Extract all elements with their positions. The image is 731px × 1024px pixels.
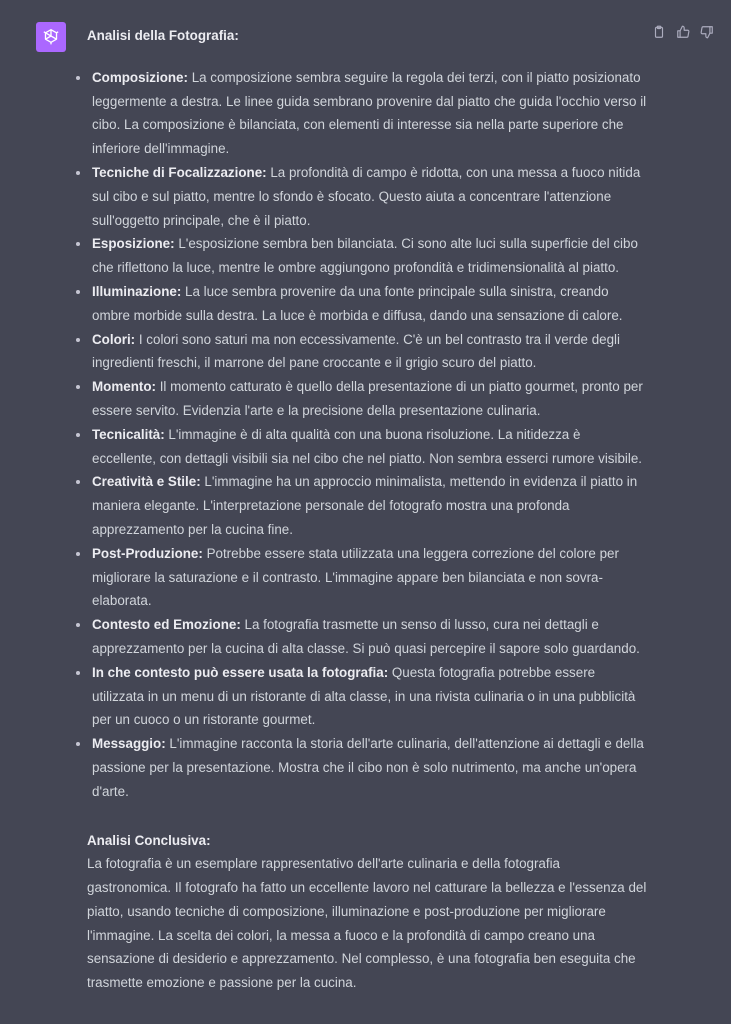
point-title: Creatività e Stile: bbox=[92, 474, 201, 490]
list-item bbox=[87, 232, 647, 280]
point-title: Messaggio: bbox=[92, 736, 166, 752]
point-title: Post-Produzione: bbox=[92, 545, 203, 561]
point-title: Composizione: bbox=[92, 69, 188, 85]
list-item bbox=[87, 661, 647, 732]
point-title: Illuminazione: bbox=[92, 283, 182, 299]
assistant-message bbox=[87, 24, 647, 995]
openai-logo-icon bbox=[41, 27, 61, 47]
point-title: Esposizione: bbox=[92, 236, 175, 252]
thumbs-down-button[interactable] bbox=[699, 24, 715, 40]
thumbs-down-icon bbox=[700, 25, 714, 39]
point-text: La composizione sembra seguire la regola dei terzi, con il piatto posizionato leggermente a destra. Le linee guida sembrano provenire dal piatto che guida l'occhio verso il cibo. La composizione è bilanciata, con elementi di interesse sia nella parte superiore che inferiore dell'immagine. bbox=[92, 69, 647, 157]
point-text: L'immagine ha un approccio minimalista, mettendo in evidenza il piatto in maniera elegante. L'interpretazione personale del fotografo mostra una profonda apprezzamento per la cucina fine. bbox=[92, 474, 638, 537]
list-item bbox=[87, 328, 647, 376]
copy-button[interactable] bbox=[651, 24, 667, 40]
assistant-avatar bbox=[36, 22, 66, 52]
thumbs-up-button[interactable] bbox=[675, 24, 691, 40]
analysis-heading: Analisi della Fotografia: bbox=[87, 28, 239, 43]
point-title: Tecnicalità: bbox=[92, 426, 165, 442]
point-title: In che contesto può essere usata la fotografia: bbox=[92, 664, 389, 680]
message-actions bbox=[651, 24, 715, 40]
list-item bbox=[87, 280, 647, 328]
point-text: La profondità di campo è ridotta, con una messa a fuoco nitida sul cibo e sul piatto, mentre lo sfondo è sfocato. Questo aiuta a concentrare l'attenzione sull'oggetto principale, che è il piatto. bbox=[92, 164, 641, 228]
point-title: Colori: bbox=[92, 331, 136, 347]
analysis-points-list bbox=[87, 66, 647, 804]
thumbs-up-icon bbox=[676, 25, 690, 39]
point-text: Potrebbe essere stata utilizzata una leggera correzione del colore per migliorare la saturazione e il contrasto. L'immagine appare ben bilanciata e non sovra-elaborata. bbox=[92, 545, 619, 609]
point-title: Contesto ed Emozione: bbox=[92, 617, 241, 633]
list-item bbox=[87, 732, 647, 803]
conclusion-heading: Analisi Conclusiva: bbox=[87, 832, 211, 848]
list-item bbox=[87, 613, 647, 661]
point-text: L'immagine è di alta qualità con una buona risoluzione. La nitidezza è eccellente, con dettagli visibili sia nel cibo che nel piatto. Non sembra esserci rumore visibile. bbox=[92, 426, 643, 466]
point-text: La fotografia trasmette un senso di lusso, cura nei dettagli e apprezzamento per la cucina di alta classe. Si può quasi percepire il sapore solo guardando. bbox=[92, 617, 640, 656]
point-text: Questa fotografia potrebbe essere utilizzata in un menu di un ristorante di alta classe, in una rivista culinaria o in una pubblicità per un cuoco o un ristorante gourmet. bbox=[92, 664, 636, 728]
point-title: Tecniche di Focalizzazione: bbox=[92, 164, 267, 180]
point-text: Il momento catturato è quello della presentazione di un piatto gourmet, pronto per essere servito. Evidenzia l'arte e la precisione della presentazione culinaria. bbox=[92, 379, 643, 418]
list-item bbox=[87, 375, 647, 423]
point-title: Momento: bbox=[92, 379, 156, 395]
list-item bbox=[87, 66, 647, 161]
point-text: L'immagine racconta la storia dell'arte culinaria, dell'attenzione ai dettagli e della passione per la presentazione. Mostra che il cibo non è solo nutrimento, ma anche un'opera d'arte. bbox=[92, 736, 644, 799]
list-item bbox=[87, 542, 647, 613]
clipboard-icon bbox=[652, 25, 666, 39]
point-text: I colori sono saturi ma non eccessivamente. C'è un bel contrasto tra il verde degli ingredienti freschi, il marrone del pane croccante e il grigio scuro del piatto. bbox=[92, 331, 621, 371]
conclusion-text: La fotografia è un esemplare rappresentativo dell'arte culinaria e della fotografia gastronomica. Il fotografo ha fatto un eccellente lavoro nel catturare la bellezza e l'essenza del piatto, usando tecniche di composizione, illuminazione e post-produzione per migliorare l'immagine. La scelta dei colori, la messa a fuoco e la profondità di campo creano una sensazione di desiderio e apprezzamento. Nel complesso, è una fotografia ben eseguita che trasmette emozione e passione per la cucina. bbox=[87, 856, 647, 991]
list-item bbox=[87, 423, 647, 471]
point-text: La luce sembra provenire da una fonte principale sulla sinistra, creando ombre morbide sulla destra. La luce è morbida e diffusa, dando una sensazione di calore. bbox=[92, 283, 623, 323]
point-text: L'esposizione sembra ben bilanciata. Ci sono alte luci sulla superficie del cibo che riflettono la luce, mentre le ombre aggiungono profondità e tridimensionalità al piatto. bbox=[92, 236, 638, 276]
conclusion-section bbox=[87, 829, 647, 996]
list-item bbox=[87, 161, 647, 232]
list-item bbox=[87, 470, 647, 541]
